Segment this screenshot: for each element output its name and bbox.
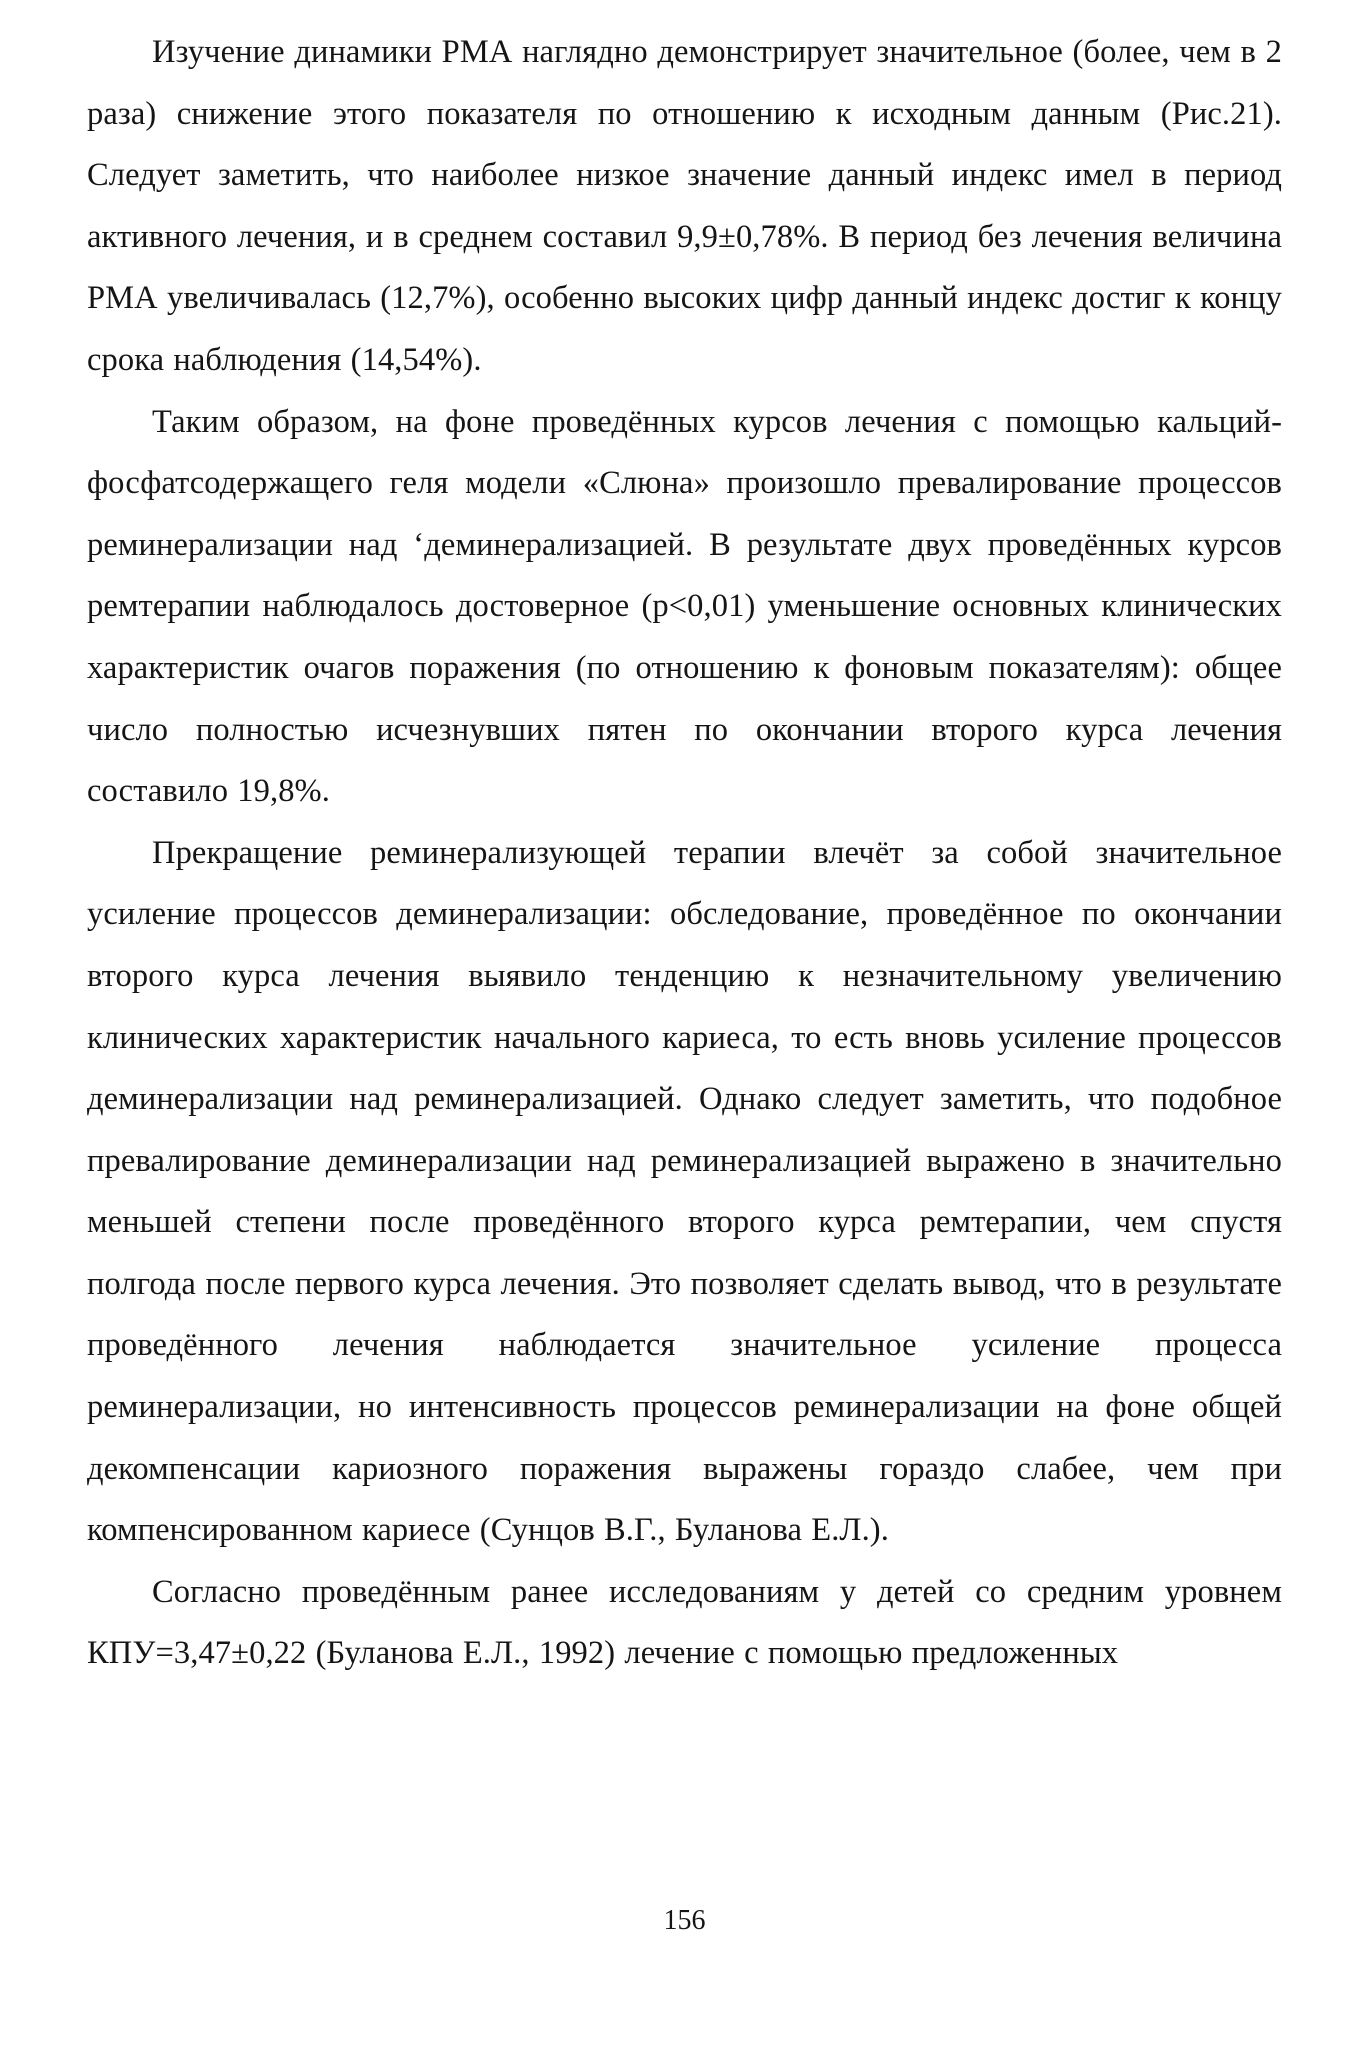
page-number: 156 (663, 1905, 706, 1936)
paragraph-rma-dynamics: Изучение динамики РМА наглядно демонстрирует значительное (более, чем в 2 раза) снижение этого показателя по отношению к исходным данным (Рис.21). Следует заметить, что наиболее низкое значение данный индекс имел в период активного лечения, и в среднем составил 9,9±0,78%. В период без лечения величина РМА увеличивалась (12,7%), особенно высоких цифр данный индекс достиг к концу срока наблюдения (14,54%). (87, 34, 1282, 378)
paragraph-prior-research: Согласно проведённым ранее исследованиям у детей со средним уровнем КПУ=3,47±0,22 (Буланова Е.Л., 1992) лечение с помощью предложенных (87, 1573, 1282, 1672)
paragraph-therapy-termination: Прекращение реминерализующей терапии влечёт за собой значительное усиление процессов деминерализации: обследование, проведённое по окончании второго курса лечения выявило тенденцию к незначительному увеличению клинических характеристик начального кариеса, то есть вновь усиление процессов деминерализации над реминерализацией. Однако следует заметить, что подобное превалирование деминерализации над реминерализацией выражено в значительно меньшей степени после проведённого второго курса ремтерапии, чем спустя полгода после первого курса лечения. Это позволяет сделать вывод, что в результате проведённого лечения наблюдается значительное усиление процесса реминерализации, но интенсивность процессов реминерализации на фоне общей декомпенсации кариозного поражения выражены гораздо слабее, чем при компенсированном кариесе (Сунцов В.Г., Буланова Е.Л.). (87, 834, 1282, 1549)
paragraph-treatment-results: Таким образом, на фоне проведённых курсов лечения с помощью кальций-фосфатсодержащего геля модели «Слюна» произошло превалирование процессов реминерализации над ʻдеминерализацией. В результате двух проведённых курсов ремтерапии наблюдалось достоверное (p<0,01) уменьшение основных клинических характеристик очагов поражения (по отношению к фоновым показателям): общее число полностью исчезнувших пятен по окончании второго курса лечения составило 19,8%. (87, 403, 1282, 810)
body-text (87, 22, 1282, 1685)
